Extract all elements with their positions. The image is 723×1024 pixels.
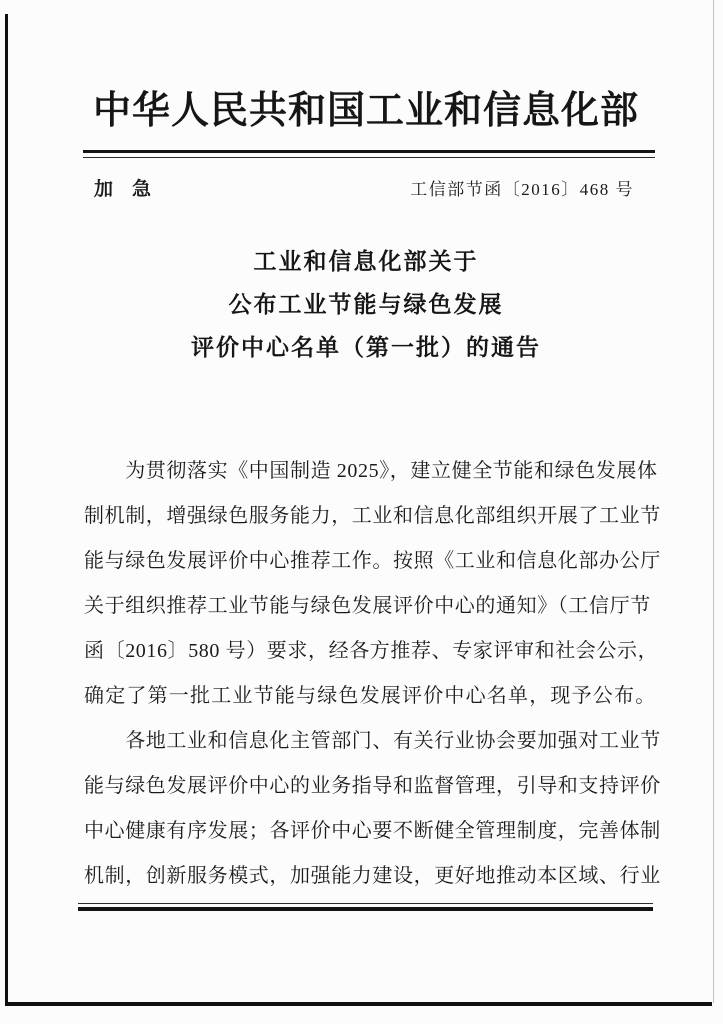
- footer-rule-thick: [78, 907, 653, 911]
- body-line: 关于组织推荐工业节能与绿色发展评价中心的通知》（工信厅节: [84, 595, 651, 617]
- document-title: [84, 240, 648, 369]
- body-line: 确定了第一批工业节能与绿色发展评价中心名单，现予公布。: [84, 685, 657, 707]
- body-line: 能与绿色发展评价中心推荐工作。按照《工业和信息化部办公厅: [84, 550, 661, 572]
- scan-edge-left: [5, 14, 8, 1006]
- footer-rule-thin: [78, 903, 653, 904]
- body-line: 中心健康有序发展；各评价中心要不断健全管理制度，完善体制: [84, 820, 661, 842]
- meta-row: [84, 174, 648, 201]
- title-line-3: 评价中心名单（第一批）的通告: [191, 335, 541, 360]
- document-number: 工信部节函〔2016〕468 号: [410, 180, 634, 199]
- footer-rule: [78, 903, 653, 911]
- document-body: [84, 449, 661, 899]
- title-line-1: 工业和信息化部关于: [253, 249, 479, 274]
- body-line: 能与绿色发展评价中心的业务指导和监督管理，引导和支持评价: [84, 775, 661, 797]
- body-line: 函〔2016〕580 号）要求，经各方推荐、专家评审和社会公示，: [84, 640, 659, 662]
- scan-edge-right: [713, 0, 714, 1003]
- scan-edge-bottom: [5, 1002, 712, 1006]
- body-line: 机制，创新服务模式，加强能力建设，更好地推动本区域、行业: [84, 865, 661, 887]
- header-rule-thick: [83, 150, 655, 153]
- urgency-label: 加 急: [94, 179, 152, 200]
- body-line: 制机制，增强绿色服务能力，工业和信息化部组织开展了工业节: [84, 505, 661, 527]
- header-rule-thin: [83, 157, 655, 158]
- header-rule: [83, 150, 655, 158]
- title-line-2: 公布工业节能与绿色发展: [228, 292, 504, 317]
- ministry-header: 中华人民共和国工业和信息化部: [92, 90, 639, 132]
- body-line: 各地工业和信息化主管部门、有关行业协会要加强对工业节: [84, 730, 661, 752]
- body-line: 为贯彻落实《中国制造 2025》，建立健全节能和绿色发展体: [84, 460, 658, 482]
